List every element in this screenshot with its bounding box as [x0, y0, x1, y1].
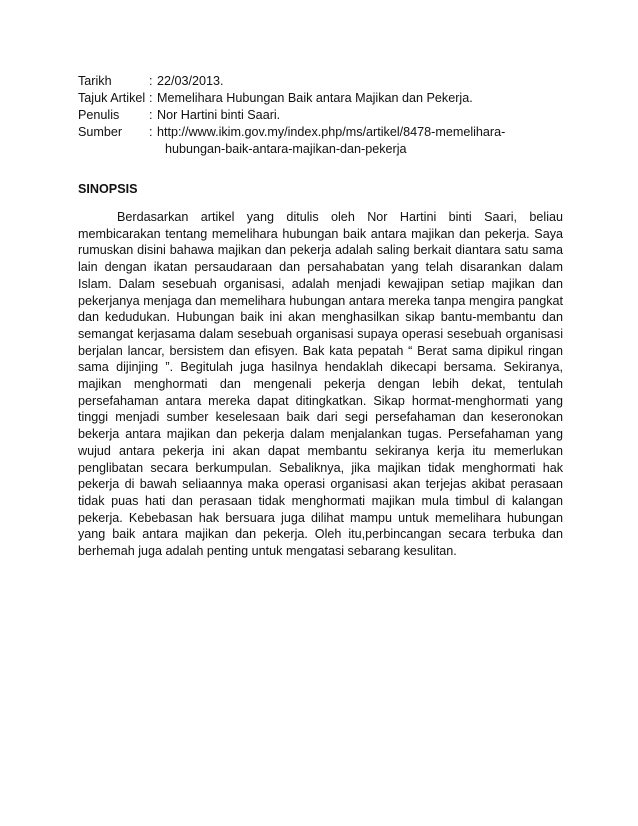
source-url-line-1: http://www.ikim.gov.my/index.php/ms/artikel/8478-memelihara- [157, 125, 506, 139]
meta-label-tarikh: Tarikh [78, 74, 112, 88]
meta-colon: : [149, 108, 153, 122]
meta-label-tajuk: Tajuk Artikel [78, 91, 146, 105]
meta-value-tarikh: 22/03/2013. [157, 74, 224, 88]
meta-value-sumber [157, 124, 563, 158]
meta-label-penulis: Penulis [78, 108, 120, 122]
meta-label-sumber: Sumber [78, 125, 123, 139]
meta-colon: : [149, 74, 153, 88]
source-url-line-2: hubungan-baik-antara-majikan-dan-pekerja [165, 142, 407, 156]
meta-value-penulis: Nor Hartini binti Saari. [157, 108, 281, 122]
meta-value-tajuk: Memelihara Hubungan Baik antara Majikan dan Pekerja. [157, 91, 473, 105]
meta-colon: : [149, 91, 153, 105]
meta-row-tajuk [78, 90, 563, 107]
article-metadata [78, 73, 563, 158]
document-page [78, 73, 563, 560]
synopsis-body: Berdasarkan artikel yang ditulis oleh Nor Hartini binti Saari, beliau membicarakan tentang memelihara hubungan baik antara majikan dan pekerja. Saya rumuskan disini bahawa majikan dan pekerja adalah saling berkait diantara satu sama lain dengan ikatan persaudaraan dan persahabatan yang telah disarankan dalam Islam. Dalam sesebuah organisasi, adalah menjadi kewajipan setiap majikan dan pekerjanya menjaga dan memelihara hubungan antara mereka tanpa mengira pangkat dan kedudukan. Hubungan baik ini akan menghasilkan sikap bantu-membantu dan semangat kerjasama dalam sesebuah organisasi supaya operasi sesebuah organisasi berjalan lancar, bersistem dan efisyen. Bak kata pepatah “ Berat sama dipikul ringan sama dijinjing ”. Begitulah juga hasilnya hendaklah dikecapi bersama. Sekiranya, majikan menghormati dan mengenali pekerja dengan lebih dekat, tentulah persefahaman antara mereka dapat ditingkatkan. Sikap hormat-menghormati yang tinggi menjadi sumber keselesaan baik dari segi persefahaman dan keseronokan bekerja antara majikan dan pekerja dalam menjalankan tugas. Persefahaman yang wujud antara pekerja ini akan dapat membantu sekiranya kerja itu memerlukan penglibatan secara berkumpulan. Sebaliknya, jika majikan tidak menghormati hak pekerja di bawah seliaannya maka operasi organisasi akan terjejas akibat perasaan tidak puas hati dan perasaan tidak menghormati majikan mula timbul di kalangan pekerja. Kebebasan hak bersuara juga dilihat mampu untuk memelihara hubungan yang baik antara majikan dan pekerja. Oleh itu,perbincangan secara terbuka dan berhemah juga adalah penting untuk mengatasi sebarang kesulitan. [78, 210, 563, 559]
meta-row-tarikh [78, 73, 563, 90]
meta-colon: : [149, 125, 153, 139]
synopsis-heading: SINOPSIS [78, 182, 138, 196]
meta-row-penulis [78, 107, 563, 124]
meta-row-sumber [78, 124, 563, 158]
